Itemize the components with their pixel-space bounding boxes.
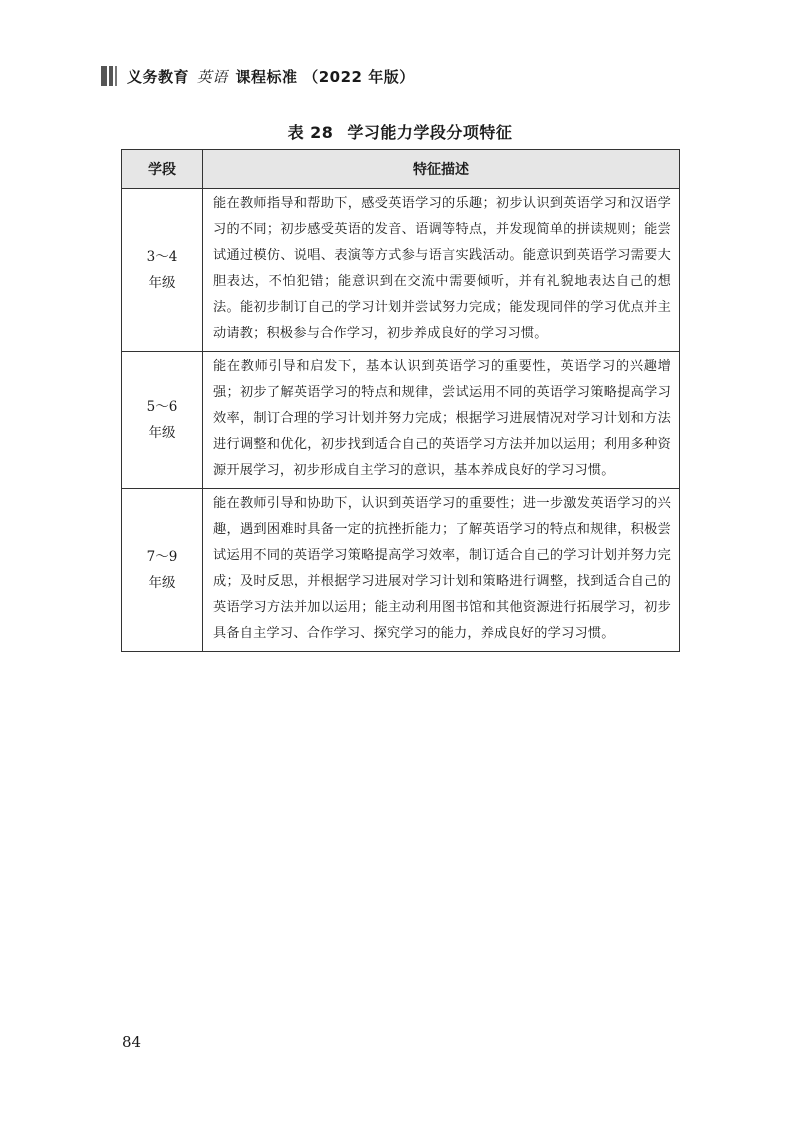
header-bar [101,66,107,86]
column-header-stage: 学段 [122,150,203,189]
page-number: 84 [122,1033,142,1051]
header-bar [109,66,113,86]
stage-unit: 年级 [148,425,176,441]
header-bars-icon [101,66,119,86]
table-row [122,489,680,652]
header-suffix: 课程标准 （2022 年版） [235,67,415,86]
stage-cell [122,352,203,489]
header-bar [115,66,117,86]
header-prefix: 义务教育 [127,67,190,86]
learning-ability-table [121,149,680,652]
stage-range: 5～6 [146,399,178,415]
stage-range: 7～9 [146,549,178,565]
running-header [101,64,415,88]
stage-cell [122,189,203,352]
stage-unit: 年级 [148,275,176,291]
table-caption-title: 学习能力学段分项特征 [347,123,513,142]
table-row [122,352,680,489]
table-caption-number: 表 28 [287,123,334,142]
description-cell: 能在教师指导和帮助下，感受英语学习的乐趣；初步认识到英语学习和汉语学习的不同；初步感受英语的发音、语调等特点，并发现简单的拼读规则；能尝试通过模仿、说唱、表演等方式参与语言实践活动。能意识到英语学习需要大胆表达，不怕犯错；能意识到在交流中需要倾听，并有礼貌地表达自己的想法。能初步制订自己的学习计划并尝试努力完成；能发现同伴的学习优点并主动请教；积极参与合作学习，初步养成良好的学习习惯。 [203,189,680,352]
header-subject: 英语 [196,67,228,86]
table-header-row [122,150,680,189]
stage-cell [122,489,203,652]
stage-unit: 年级 [148,575,176,591]
description-cell: 能在教师引导和启发下，基本认识到英语学习的重要性，英语学习的兴趣增强；初步了解英语学习的特点和规律，尝试运用不同的英语学习策略提高学习效率，制订合理的学习计划并努力完成；根据学习进展情况对学习计划和方法进行调整和优化，初步找到适合自己的英语学习方法并加以运用；利用多种资源开展学习，初步形成自主学习的意识，基本养成良好的学习习惯。 [203,352,680,489]
table-row [122,189,680,352]
column-header-description: 特征描述 [203,150,680,189]
table-caption [0,120,800,143]
stage-range: 3～4 [146,249,178,265]
header-title [127,66,415,87]
description-cell: 能在教师引导和协助下，认识到英语学习的重要性；进一步激发英语学习的兴趣，遇到困难时具备一定的抗挫折能力；了解英语学习的特点和规律，积极尝试运用不同的英语学习策略提高学习效率，制订适合自己的学习计划并努力完成；及时反思，并根据学习进展对学习计划和策略进行调整，找到适合自己的英语学习方法并加以运用；能主动利用图书馆和其他资源进行拓展学习，初步具备自主学习、合作学习、探究学习的能力，养成良好的学习习惯。 [203,489,680,652]
